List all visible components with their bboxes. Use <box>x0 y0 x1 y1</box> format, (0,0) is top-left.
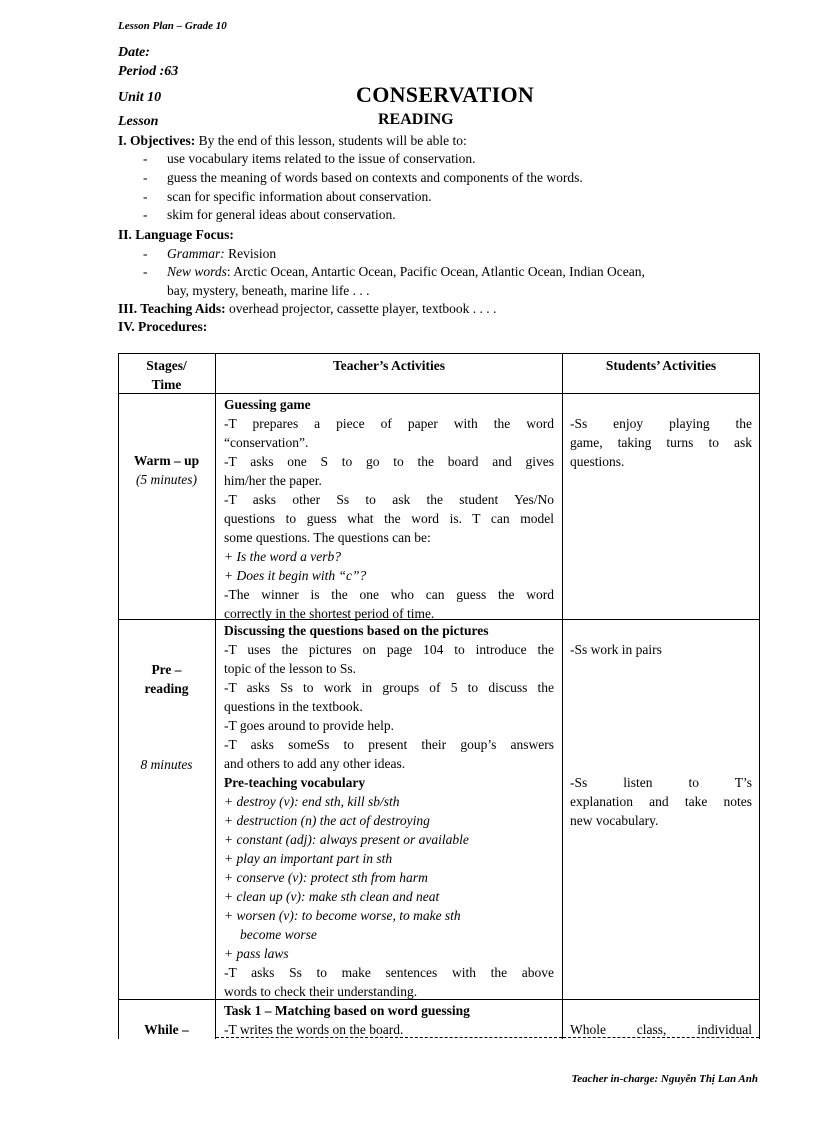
prereading-teacher-activities: Discussing the questions based on the pictures -T uses the pictures on page 104 to introduce the topic of the lesson to Ss. -T asks Ss to work in groups of 5 to discuss the questions in the textbook. -T goes around to provide help. -T asks someSs to present their goup’s answers and others to add any other ideas. Pre-teaching vocabulary + destroy (v): end sth, kill sb/sth + destruction (n) the act of destroying + constant (adj): always present or available + play an important part in sth + conserve (v): protect sth from harm + clean up (v): make sth clean and neat + worsen (v): to become worse, to make sth become worse + pass laws -T asks Ss to make sentences with the above words to check their understanding. <box>224 623 554 999</box>
language-focus-heading: II. Language Focus: <box>118 227 234 242</box>
lesson-label: Lesson <box>118 114 159 129</box>
procedures-heading: IV. Procedures: <box>118 319 208 334</box>
stage-whilereading: While – <box>144 1022 189 1037</box>
header-stages: Stages/ Time <box>146 358 187 392</box>
time-prereading: 8 minutes <box>140 757 193 772</box>
objectives-heading: I. Objectives: <box>118 133 196 148</box>
stage-warmup: Warm – up <box>133 453 200 468</box>
stage-prereading: Pre – reading <box>144 662 189 696</box>
prereading-student-activity-1: -Ss work in pairs <box>570 642 662 657</box>
warmup-student-activities: -Ss enjoy playing the game, taking turns to ask questions. <box>570 416 752 469</box>
objectives-line <box>118 133 467 149</box>
whilereading-teacher-activities: Task 1 – Matching based on word guessing -T writes the words on the board. <box>224 1003 470 1037</box>
procedures-table <box>118 353 760 1039</box>
header-teacher: Teacher’s Activities <box>332 358 446 373</box>
teacher-in-charge: Teacher in-charge: Nguyễn Thị Lan Anh <box>571 1073 758 1085</box>
prereading-student-activity-2: -Ss listen to T’s explanation and take notes new vocabulary. <box>570 775 752 828</box>
date-label: Date: <box>118 45 150 60</box>
lesson-plan-header: Lesson Plan – Grade 10 <box>118 20 227 32</box>
unit-label: Unit 10 <box>118 90 162 105</box>
header-students: Students’ Activities <box>605 358 717 373</box>
teaching-aids-heading: III. Teaching Aids: <box>118 301 226 316</box>
time-warmup: (5 minutes) <box>135 472 198 487</box>
objectives-intro: By the end of this lesson, students will be able to: <box>195 133 467 148</box>
page-subtitle: READING <box>378 111 454 128</box>
whilereading-student-activities: Whole class, individual <box>570 1022 752 1037</box>
warmup-teacher-activities: Guessing game -T prepares a piece of paper with the word “conservation”. -T asks one S to go to the board and gives him/her the paper. -T asks other Ss to ask the student Yes/No questions to guess what the word is. T can model some questions. The questions can be: + Is the word a verb? + Does it begin with “c”? -The winner is the one who can guess the word correctly in the shortest period of time. <box>224 397 554 621</box>
page-title: CONSERVATION <box>356 82 535 107</box>
period-label: Period :63 <box>118 64 179 79</box>
teaching-aids-line <box>118 301 496 317</box>
teaching-aids-value: overhead projector, cassette player, textbook . . . . <box>225 301 497 316</box>
